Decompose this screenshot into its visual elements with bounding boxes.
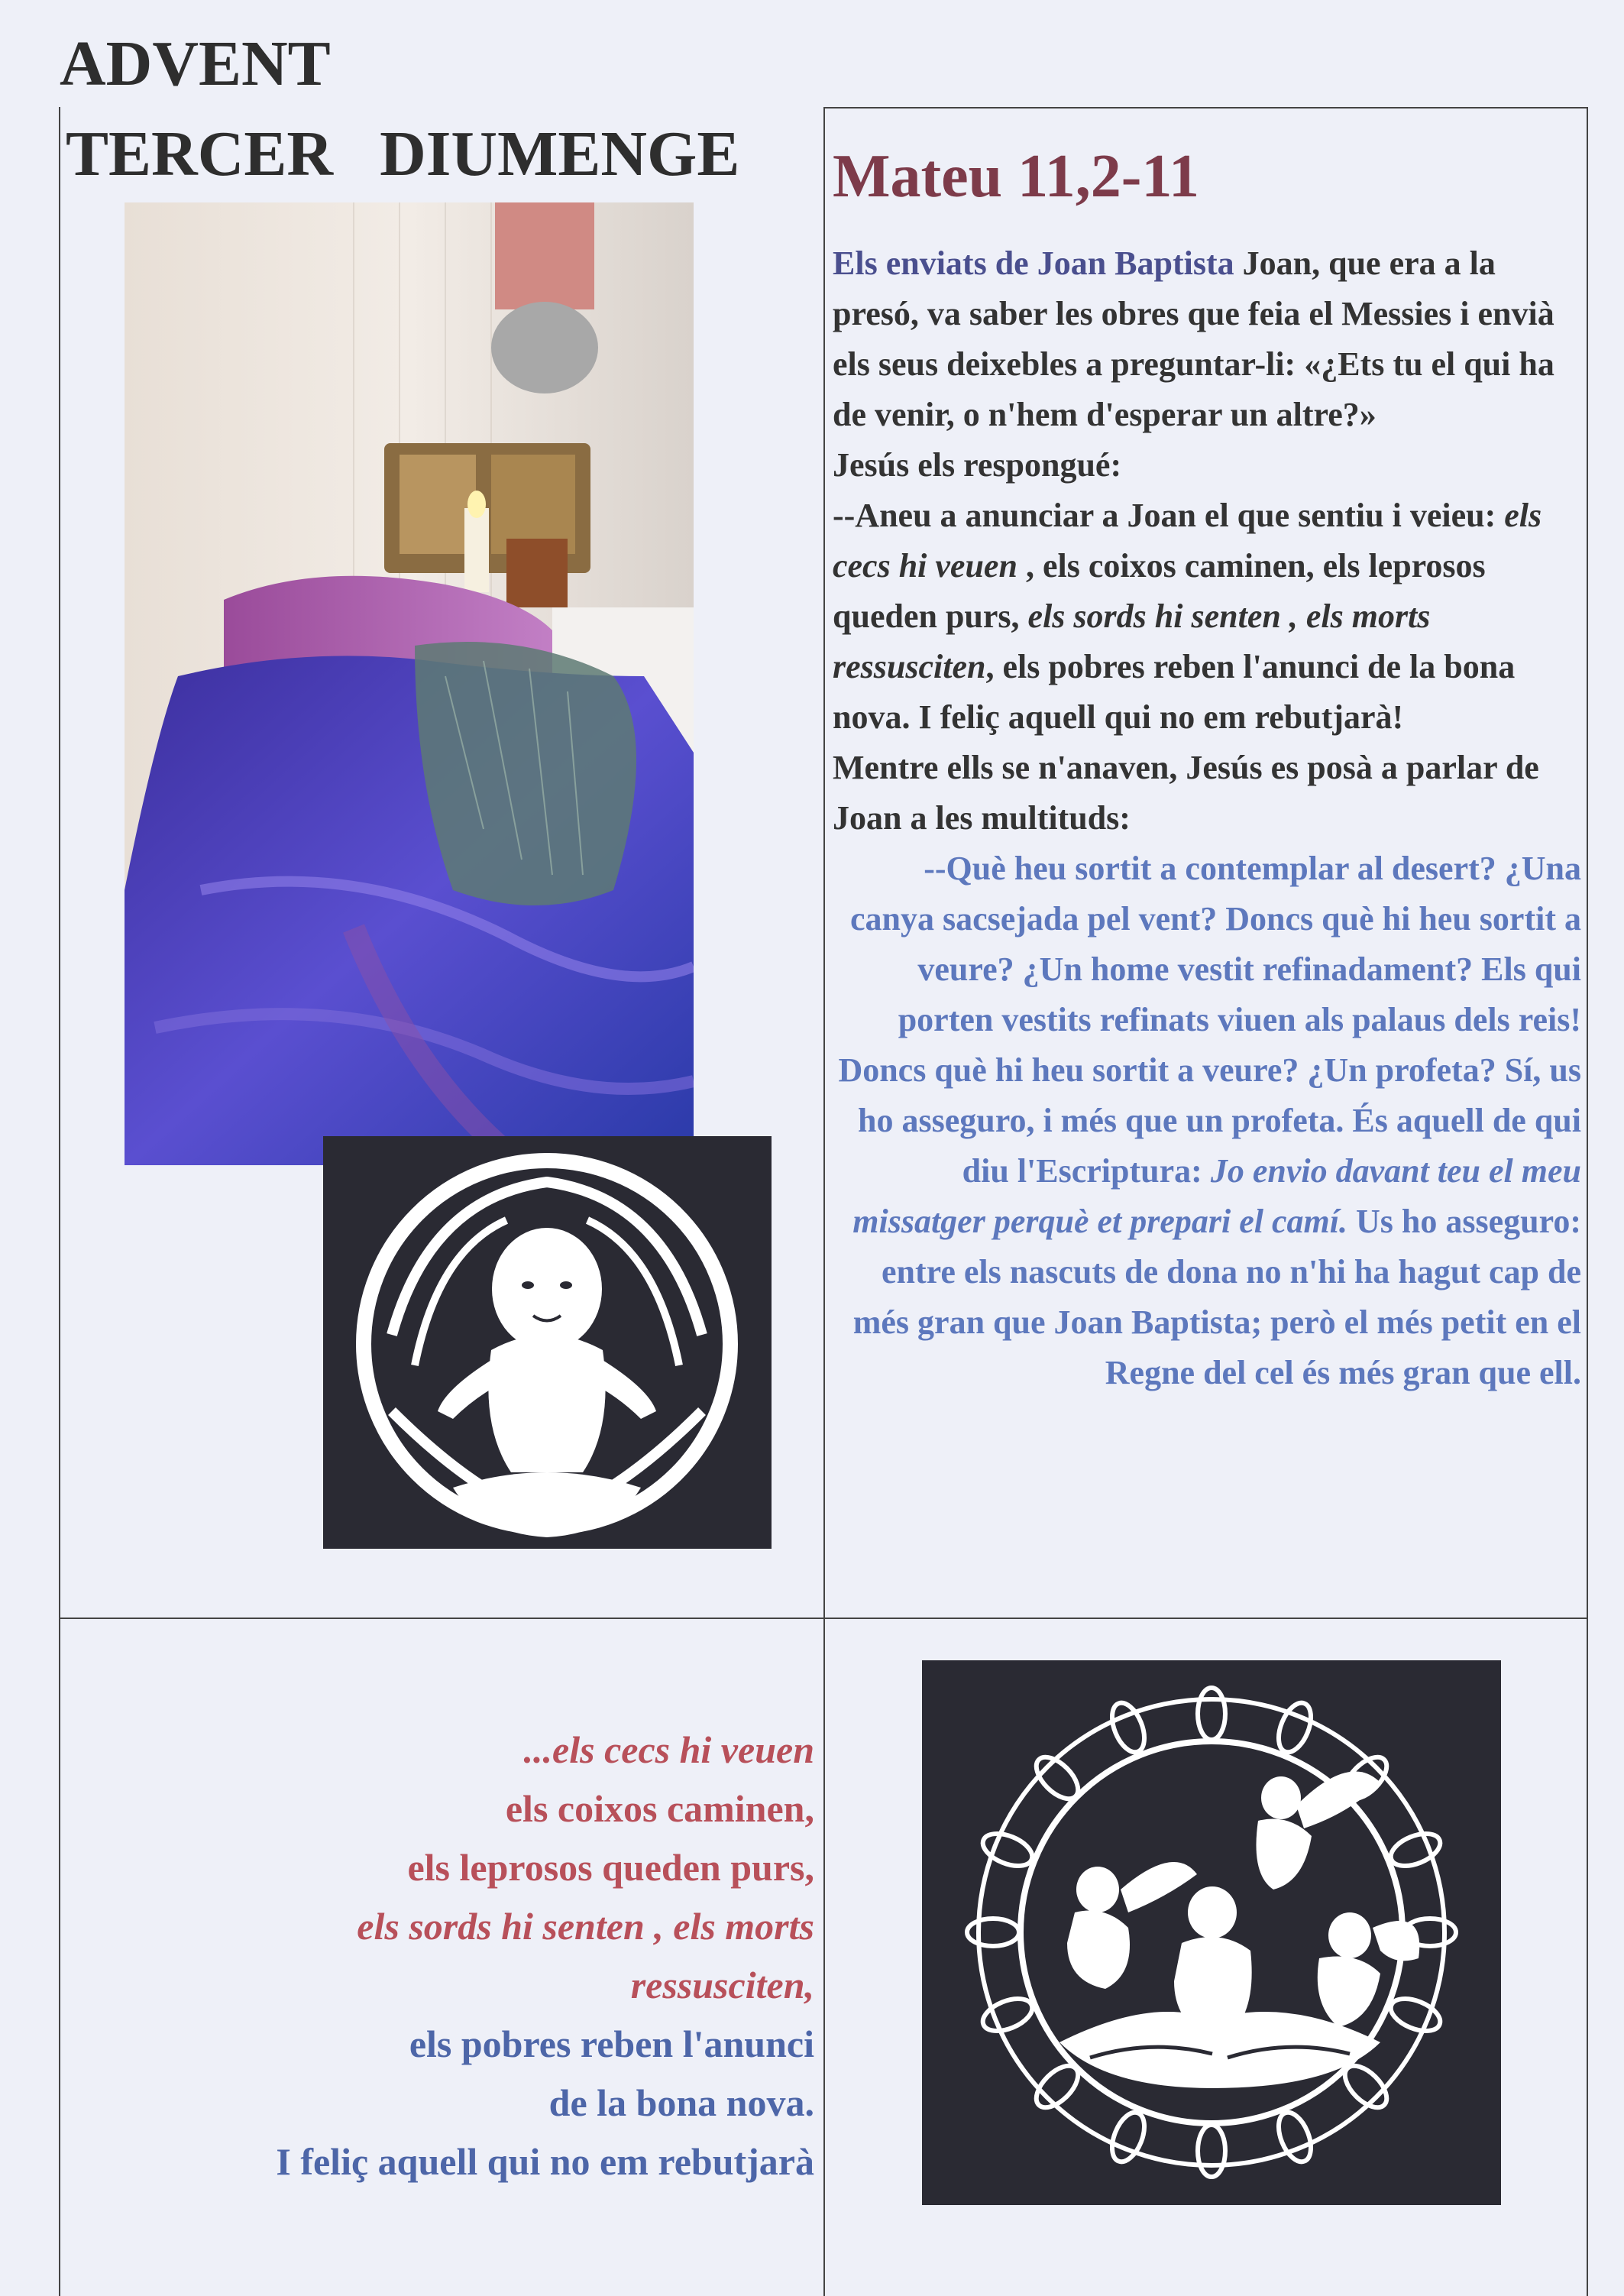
- gospel-paragraph-2: Jesús els respongué:: [833, 446, 1122, 484]
- gospel-paragraph-1: [833, 238, 1581, 440]
- poem-line-4: els sords hi senten , els morts: [357, 1905, 814, 1948]
- gospel-text: [833, 238, 1581, 1398]
- gospel-text-p3c: , els coixos caminen, els leprosos queden purs,: [833, 547, 1486, 635]
- section-heading: Els enviats de Joan Baptista: [833, 244, 1234, 282]
- gospel-text-p3a: --Aneu a anunciar a Joan el que sentiu i veieu:: [833, 497, 1505, 534]
- poem-line-1: ...els cecs hi veuen: [523, 1728, 814, 1771]
- gospel-text-p3e: , els pobres reben l'anunci de la bona nova. I feliç aquell qui no em rebutjarà!: [833, 648, 1516, 736]
- altar-photo: [125, 202, 694, 1165]
- gospel-text-p3d: els sords hi senten , els morts ressusciten: [833, 597, 1431, 685]
- gospel-paragraph-3: [833, 491, 1581, 743]
- table-top-border: [825, 107, 1587, 108]
- gospel-paragraph-5: [833, 844, 1581, 1398]
- poem-line-7: de la bona nova.: [548, 2081, 814, 2124]
- poem-line-2: els coixos caminen,: [505, 1787, 814, 1830]
- gospel-text-p1: Joan, que era a la presó, va saber les obres que feia el Messies i envià els seus deixebles a preguntar-li: «¿Ets tu el qui ha de venir, o n'hem d'esperar un altre?»: [833, 244, 1554, 433]
- table-left-border: [59, 107, 60, 2296]
- gospel-text-p5b: Jo envio davant teu el meu missatger perquè et prepari el camí.: [852, 1152, 1581, 1240]
- poem-line-6: els pobres reben l'anunci: [409, 2022, 814, 2065]
- papercut-angels-image: [922, 1660, 1501, 2205]
- table-right-border: [1587, 107, 1588, 2296]
- gospel-paragraph-4: Mentre ells se n'anaven, Jesús es posà a parlar de Joan a les multituds:: [833, 749, 1539, 837]
- papercut-child-image: [323, 1136, 772, 1549]
- poem-line-3: els leprosos queden purs,: [407, 1846, 814, 1889]
- poem-line-8: I feliç aquell qui no em rebutjarà: [276, 2140, 814, 2183]
- scripture-reference: Mateu 11,2-11: [833, 143, 1199, 210]
- table-row-divider: [59, 1618, 1588, 1619]
- gospel-text-p5c: Us ho asseguro: entre els nascuts de dona no n'hi ha hagut cap de més gran que Joan Baptista; però el més petit en el Regne del cel és més gran que ell.: [852, 1203, 1581, 1391]
- page-subtitle: TERCER DIUMENGE: [66, 118, 740, 189]
- poem-excerpt: [127, 1721, 814, 2191]
- gospel-text-p5a: --Què heu sortit a contemplar al desert? ¿Una canya sacsejada pel vent? Doncs què hi heu sortit a veure? ¿Un home vestit refinadament? Els qui porten vestits refinats viuen als palaus dels reis! Doncs què hi heu sortit a veure? ¿Un profeta? Sí, us ho asseguro, i més que un profeta. És aquell de qui diu l'Escriptura:: [838, 850, 1581, 1190]
- poem-line-5: ressusciten,: [630, 1964, 814, 2006]
- page-title: ADVENT: [60, 28, 331, 99]
- gospel-text-p3b: els cecs hi veuen: [833, 497, 1542, 585]
- table-center-divider: [823, 107, 825, 2296]
